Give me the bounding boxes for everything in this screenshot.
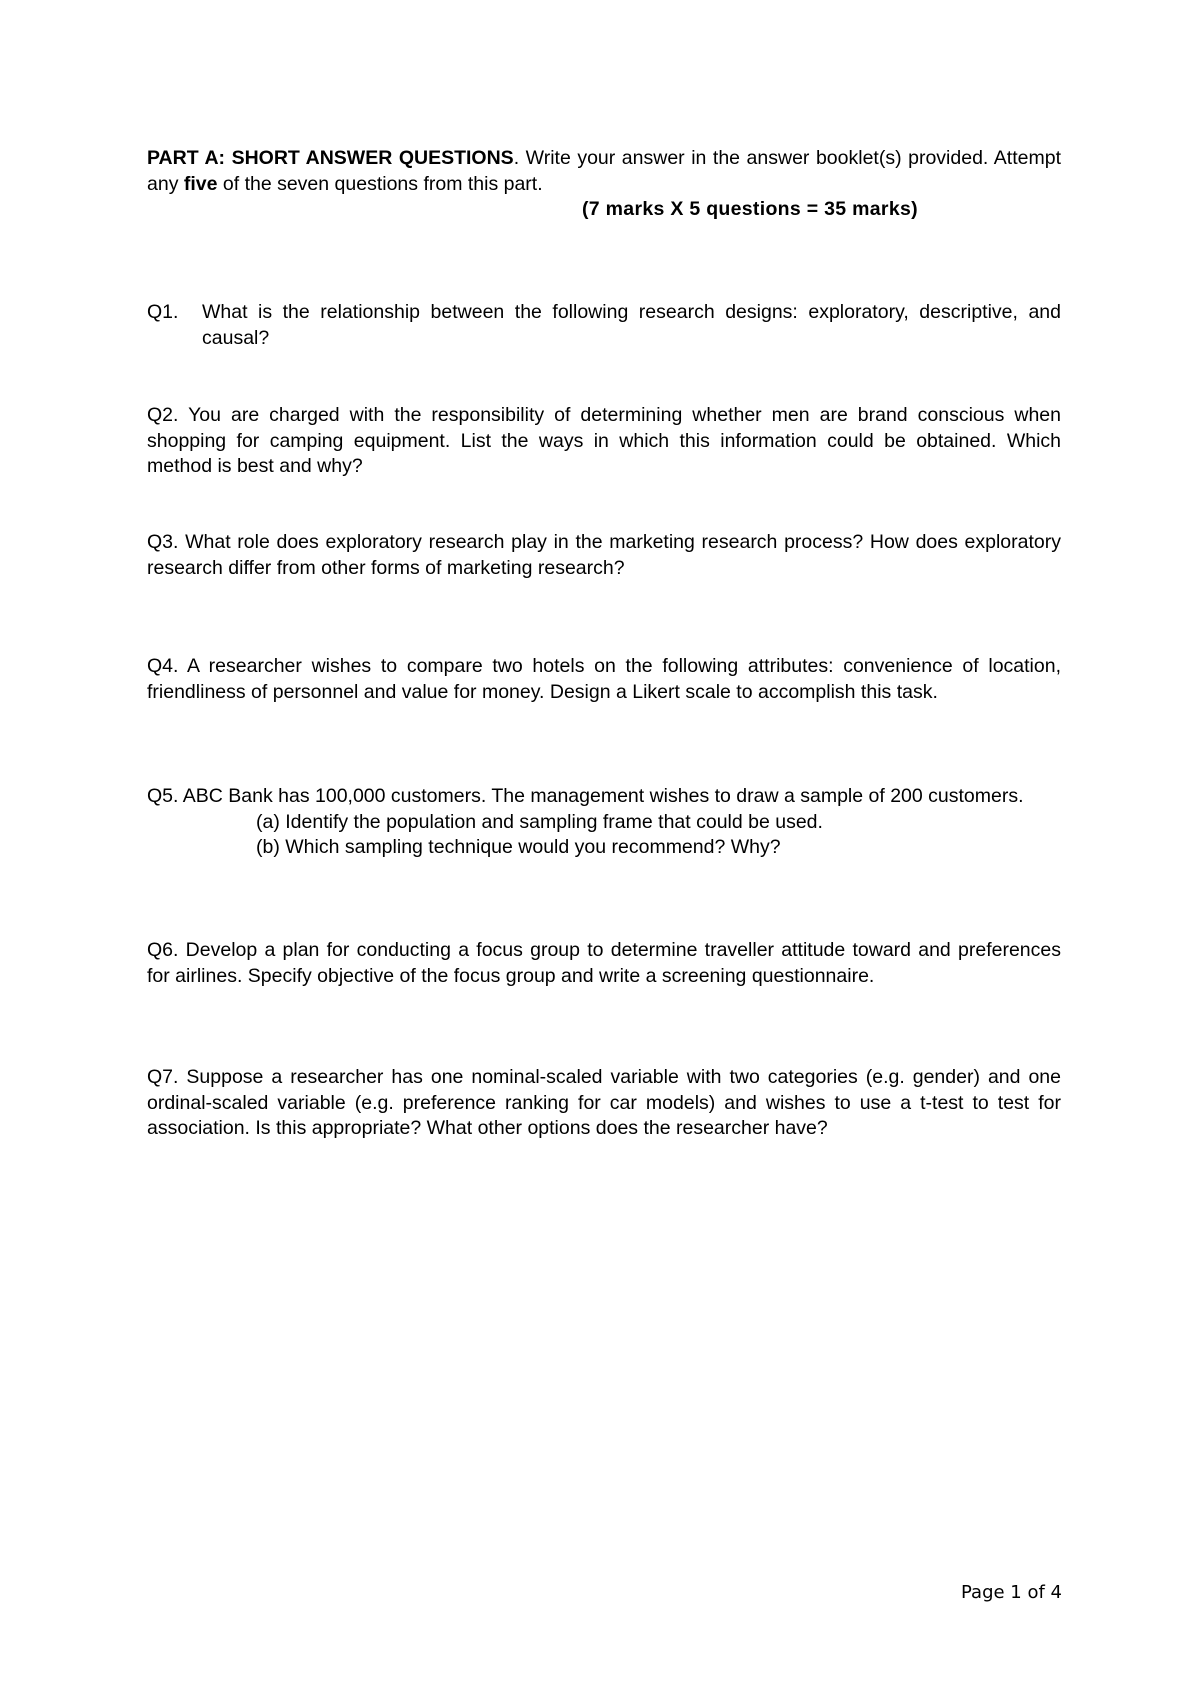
marks-allocation: (7 marks X 5 questions = 35 marks) [582, 198, 918, 220]
question-6: Q6. Develop a plan for conducting a focus group to determine traveller attitude toward and preferences for airlines. Specify objective of the focus group and write a screening questionnaire. [147, 939, 1061, 987]
sub-question-a: (a) Identify the population and sampling frame that could be used. [256, 810, 823, 833]
instructions-block [147, 146, 1061, 197]
question-text: Q5. ABC Bank has 100,000 customers. The management wishes to draw a sample of 200 customers. [147, 785, 1024, 807]
question-1 [147, 300, 1061, 351]
question-7: Q7. Suppose a researcher has one nominal-scaled variable with two categories (e.g. gender) and one ordinal-scaled variable (e.g. preference ranking for car models) and wishes to use a t-test to test for association. Is this appropriate? What other options does the researcher have? [147, 1066, 1061, 1139]
question-2: Q2. You are charged with the responsibility of determining whether men are brand conscious when shopping for camping equipment. List the ways in which this information could be obtained. Which method is best and why? [147, 404, 1061, 477]
section-title: PART A: SHORT ANSWER QUESTIONS [147, 147, 514, 169]
question-5 [147, 784, 1061, 861]
instructions-emphasis: five [183, 172, 218, 195]
sub-question-b: (b) Which sampling technique would you recommend? Why? [256, 836, 781, 858]
instructions-text-1: . Write your answer in the answer booklet(s) provided. Attempt any [147, 147, 1061, 195]
question-number: Q1. [147, 301, 179, 323]
page-content [147, 146, 1061, 1139]
question-4: Q4. A researcher wishes to compare two hotels on the following attributes: convenience of location, friendliness of personnel and value for money. Design a Likert scale to accomplish this task. [147, 655, 1061, 703]
question-3: Q3. What role does exploratory research play in the marketing research process? How does exploratory research differ from other forms of marketing research? [147, 531, 1061, 579]
question-text: What is the relationship between the following research designs: exploratory, descriptive, and causal? [202, 301, 1061, 349]
instructions-text-2: of the seven questions from this part. [217, 172, 543, 195]
page-number: Page 1 of 4 [961, 1582, 1062, 1603]
